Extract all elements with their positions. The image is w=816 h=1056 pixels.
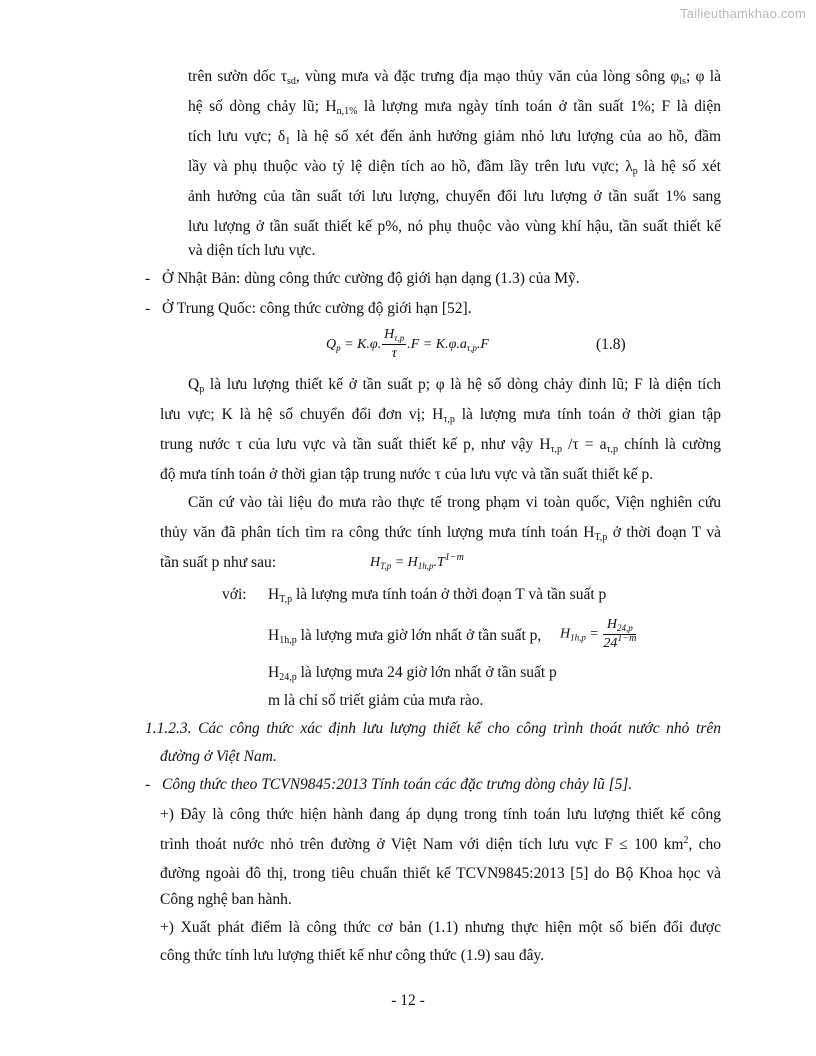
para5-line2: công thức tính lưu lượng thiết kế như công thức (1.9) sau đây. [160, 947, 545, 964]
para1-line7: và diện tích lưu vực. [188, 242, 316, 259]
watermark: Tailieuthamkhao.com [680, 6, 806, 21]
para1-line6: lưu lượng ở tần suất thiết kế p%, nó phụ thuộc vào vùng khí hậu, tần suất thiết kế [188, 218, 721, 235]
para4-line1: +) Đây là công thức hiện hành đang áp dụng trong tính toán lưu lượng thiết kế công [160, 806, 721, 823]
para1-line1: trên sườn dốc $\tau_{sd}$, vùng mưa và đặc trưng địa mạo thủy văn của lòng sông $\varphi_{ls}$; φ là [188, 68, 721, 87]
para2-line3: trung nước τ của lưu vực và tần suất thiết kế p, như vậy $H_{\tau,p}$ $/\tau = a_{\tau,p}$ chính là cường [160, 436, 721, 455]
section-heading-line2: đường ở Việt Nam. [160, 748, 277, 765]
para2-line2: lưu vực; K là hệ số chuyển đổi đơn vị; $H_{\tau,p}$ là lượng mưa tính toán ở thời gian tập [160, 406, 721, 425]
bullet-dash: - [145, 300, 151, 317]
bullet-japan: Ở Nhật Bản: dùng công thức cường độ giới hạn dạng (1.3) của Mỹ. [162, 270, 580, 287]
para1-line2: hệ số dòng chảy lũ; $H_{n,1\%}$ là lượng mưa ngày tính toán ở tần suất 1%; F là diện [188, 98, 721, 117]
bullet-tcvn: Công thức theo TCVN9845:2013 Tính toán các đặc trưng dòng chảy lũ [5]. [162, 776, 633, 793]
para2-line4: độ mưa tính toán ở thời gian tập trung nước τ của lưu vực và tần suất thiết kế p. [160, 466, 654, 483]
bullet-dash: - [145, 270, 151, 287]
bullet-china: Ở Trung Quốc: công thức cường độ giới hạn [52]. [162, 300, 472, 317]
para3-line2: thủy văn đã phân tích tìm ra công thức tính lượng mưa tính toán $H_{T,p}$ ở thời đoạn T và [160, 524, 721, 543]
definition-h1h: $H_{1h,p}$ là lượng mưa giờ lớn nhất ở tần suất p, [268, 627, 542, 646]
para1-line4: lầy và phụ thuộc vào tỷ lệ diện tích ao hồ, đầm lầy trên lưu vực; $\lambda_p$ là hệ số xét [188, 158, 721, 177]
equation-1-8: $Q_p = K.\varphi$. $\frac{H_{\tau,p}}{\tau}$ $.F = K.\varphi.a_{\tau,p}.F$ [326, 327, 489, 362]
para3-line1: Căn cứ vào tài liệu đo mưa rào thực tế trong phạm vi toàn quốc, Viện nghiên cứu [188, 494, 721, 511]
para4-line4: Công nghệ ban hành. [160, 891, 292, 908]
para3-line3: tần suất p như sau: [160, 554, 277, 571]
equation-h1h: $H_{1h,p}$ = $\frac{H_{24,p}}{24^{1-m}}$ [560, 617, 637, 651]
para5-line1: +) Xuất phát điểm là công thức cơ bản (1.1) nhưng thực hiện một số biến đổi được [160, 919, 721, 936]
page-number: - 12 - [391, 992, 425, 1009]
definition-m: m là chỉ số triết giảm của mưa rào. [268, 692, 484, 709]
definition-htp: $H_{T,p}$ là lượng mưa tính toán ở thời đoạn T và tần suất p [268, 586, 607, 605]
equation-number-1-8: (1.8) [596, 336, 626, 353]
para4-line2: trình thoát nước nhỏ trên đường ở Việt Nam với diện tích lưu vực F ≤ 100 $km^2$, cho [160, 835, 721, 853]
para1-line3: tích lưu vực; $\delta_1$ là hệ số xét đến ảnh hưởng giảm nhỏ lưu lượng của ao hồ, đầm [188, 128, 721, 147]
definitions-label: với: [222, 586, 247, 603]
para1-line5: ảnh hưởng của tần suất tới lưu lượng, chuyển đổi lưu lượng ở tần suất 1% sang [188, 188, 721, 205]
definition-h24: $H_{24,p}$ là lượng mưa 24 giờ lớn nhất ở tần suất p [268, 664, 557, 683]
para2-line1: $Q_p$ là lưu lượng thiết kế ở tần suất p; φ là hệ số dòng chảy đỉnh lũ; F là diện tích [188, 376, 721, 395]
bullet-dash: - [145, 776, 151, 793]
section-heading: 1.1.2.3. Các công thức xác định lưu lượng thiết kế cho công trình thoát nước nhỏ trên [145, 720, 721, 737]
equation-rainfall: $H_{T,p} = H_{1h,p}.T^{1-m}$ [370, 552, 464, 571]
para4-line3: đường ngoài đô thị, trong tiêu chuẩn thiết kế TCVN9845:2013 [5] do Bộ Khoa học và [160, 865, 721, 882]
